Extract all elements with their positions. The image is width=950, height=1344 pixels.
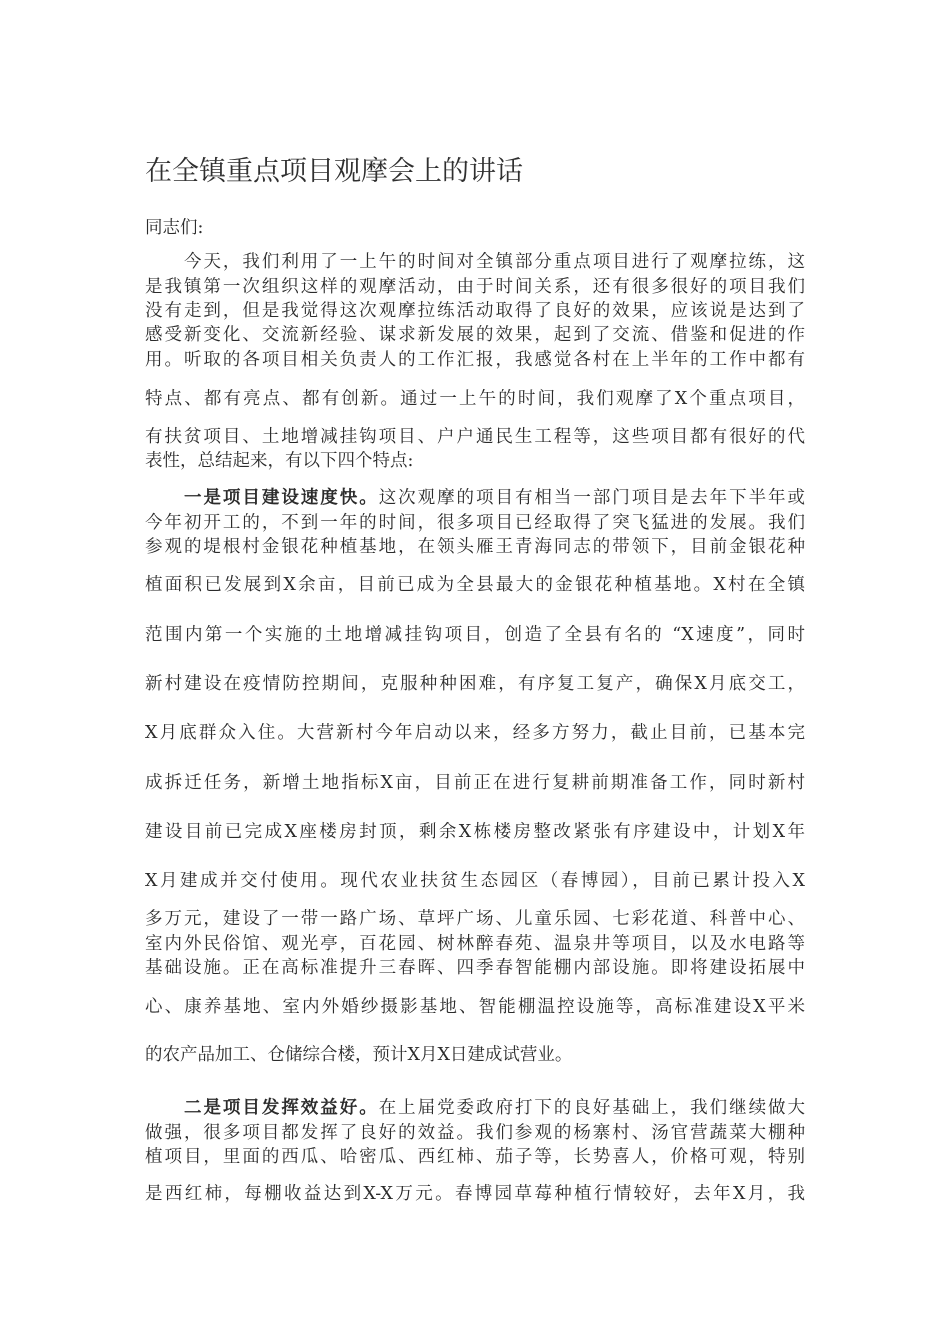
point-one-text: 这次观摩的项目有相当一部门项目是去年下半年或 <box>378 488 806 508</box>
text-line: X月建成并交付使用。现代农业扶贫生态园区（春博园），目前已累计投入X <box>145 871 805 891</box>
text-line: 的农产品加工、仓储综合楼，预计X月X日建成试营业。 <box>145 1045 573 1065</box>
greeting: 同志们: <box>145 218 204 238</box>
text-line: 参观的堤根村金银花种植基地，在领头雁王青海同志的带领下，目前金银花种 <box>145 537 805 557</box>
text-line: 有扶贫项目、土地增减挂钩项目、户户通民生工程等，这些项目都有很好的代 <box>145 427 805 447</box>
text-line: 今天，我们利用了一上午的时间对全镇部分重点项目进行了观摩拉练，这 <box>184 252 805 272</box>
text-line: X月底群众入住。大营新村今年启动以来，经多方努力，截止目前，已基本完 <box>145 723 805 743</box>
text-line: 感受新变化、交流新经验、谋求新发展的效果，起到了交流、借鉴和促进的作 <box>145 325 805 345</box>
text-line: 是西红柿，每棚收益达到X-X万元。春博园草莓种植行情较好，去年X月，我 <box>145 1184 805 1204</box>
text-line: 多万元，建设了一带一路广场、草坪广场、儿童乐园、七彩花道、科普中心、 <box>145 909 805 929</box>
text-line: 特点、都有亮点、都有创新。通过一上午的时间，我们观摩了X个重点项目， <box>145 389 805 409</box>
point-two-heading: 二是项目发挥效益好。 <box>184 1098 379 1118</box>
text-line: 基础设施。正在高标准提升三春晖、四季春智能棚内部设施。即将建设拓展中 <box>145 958 805 978</box>
text-line: 新村建设在疫情防控期间，克服种种困难，有序复工复产，确保X月底交工， <box>145 674 805 694</box>
text-line: 是我镇第一次组织这样的观摩活动，由于时间关系，还有很多很好的项目我们 <box>145 277 805 297</box>
text-line: 室内外民俗馆、观光亭，百花园、树林醉春苑、温泉井等项目，以及水电路等 <box>145 934 805 954</box>
text-line: 成拆迁任务，新增土地指标X亩，目前正在进行复耕前期准备工作，同时新村 <box>145 773 805 793</box>
text-line: 植面积已发展到X余亩，目前已成为全县最大的金银花种植基地。X村在全镇 <box>145 575 805 595</box>
text-line <box>184 485 805 511</box>
document-title: 在全镇重点项目观摩会上的讲话 <box>145 156 523 187</box>
point-one-heading: 一是项目建设速度快。 <box>184 488 379 508</box>
text-line: 用。听取的各项目相关负责人的工作汇报，我感觉各村在上半年的工作中都有 <box>145 350 805 370</box>
text-line: 表性，总结起来，有以下四个特点: <box>145 451 414 471</box>
text-line <box>184 1095 805 1121</box>
text-line: 建设目前已完成X座楼房封顶，剩余X栋楼房整改紧张有序建设中，计划X年 <box>145 822 805 842</box>
text-line: 范围内第一个实施的土地增减挂钩项目，创造了全县有名的 “X速度”，同时 <box>145 625 805 645</box>
text-line: 植项目，里面的西瓜、哈密瓜、西红柿、茄子等，长势喜人，价格可观，特别 <box>145 1147 805 1167</box>
text-line: 做强，很多项目都发挥了良好的效益。我们参观的杨寨村、汤官营蔬菜大棚种 <box>145 1123 805 1143</box>
text-line: 今年初开工的，不到一年的时间，很多项目已经取得了突飞猛进的发展。我们 <box>145 513 805 533</box>
text-line: 没有走到，但是我觉得这次观摩拉练活动取得了良好的效果，应该说是达到了 <box>145 301 805 321</box>
point-two-text: 在上届党委政府打下的良好基础上，我们继续做大 <box>378 1098 806 1118</box>
text-line: 心、康养基地、室内外婚纱摄影基地、智能棚温控设施等，高标准建设X平米 <box>145 997 805 1017</box>
